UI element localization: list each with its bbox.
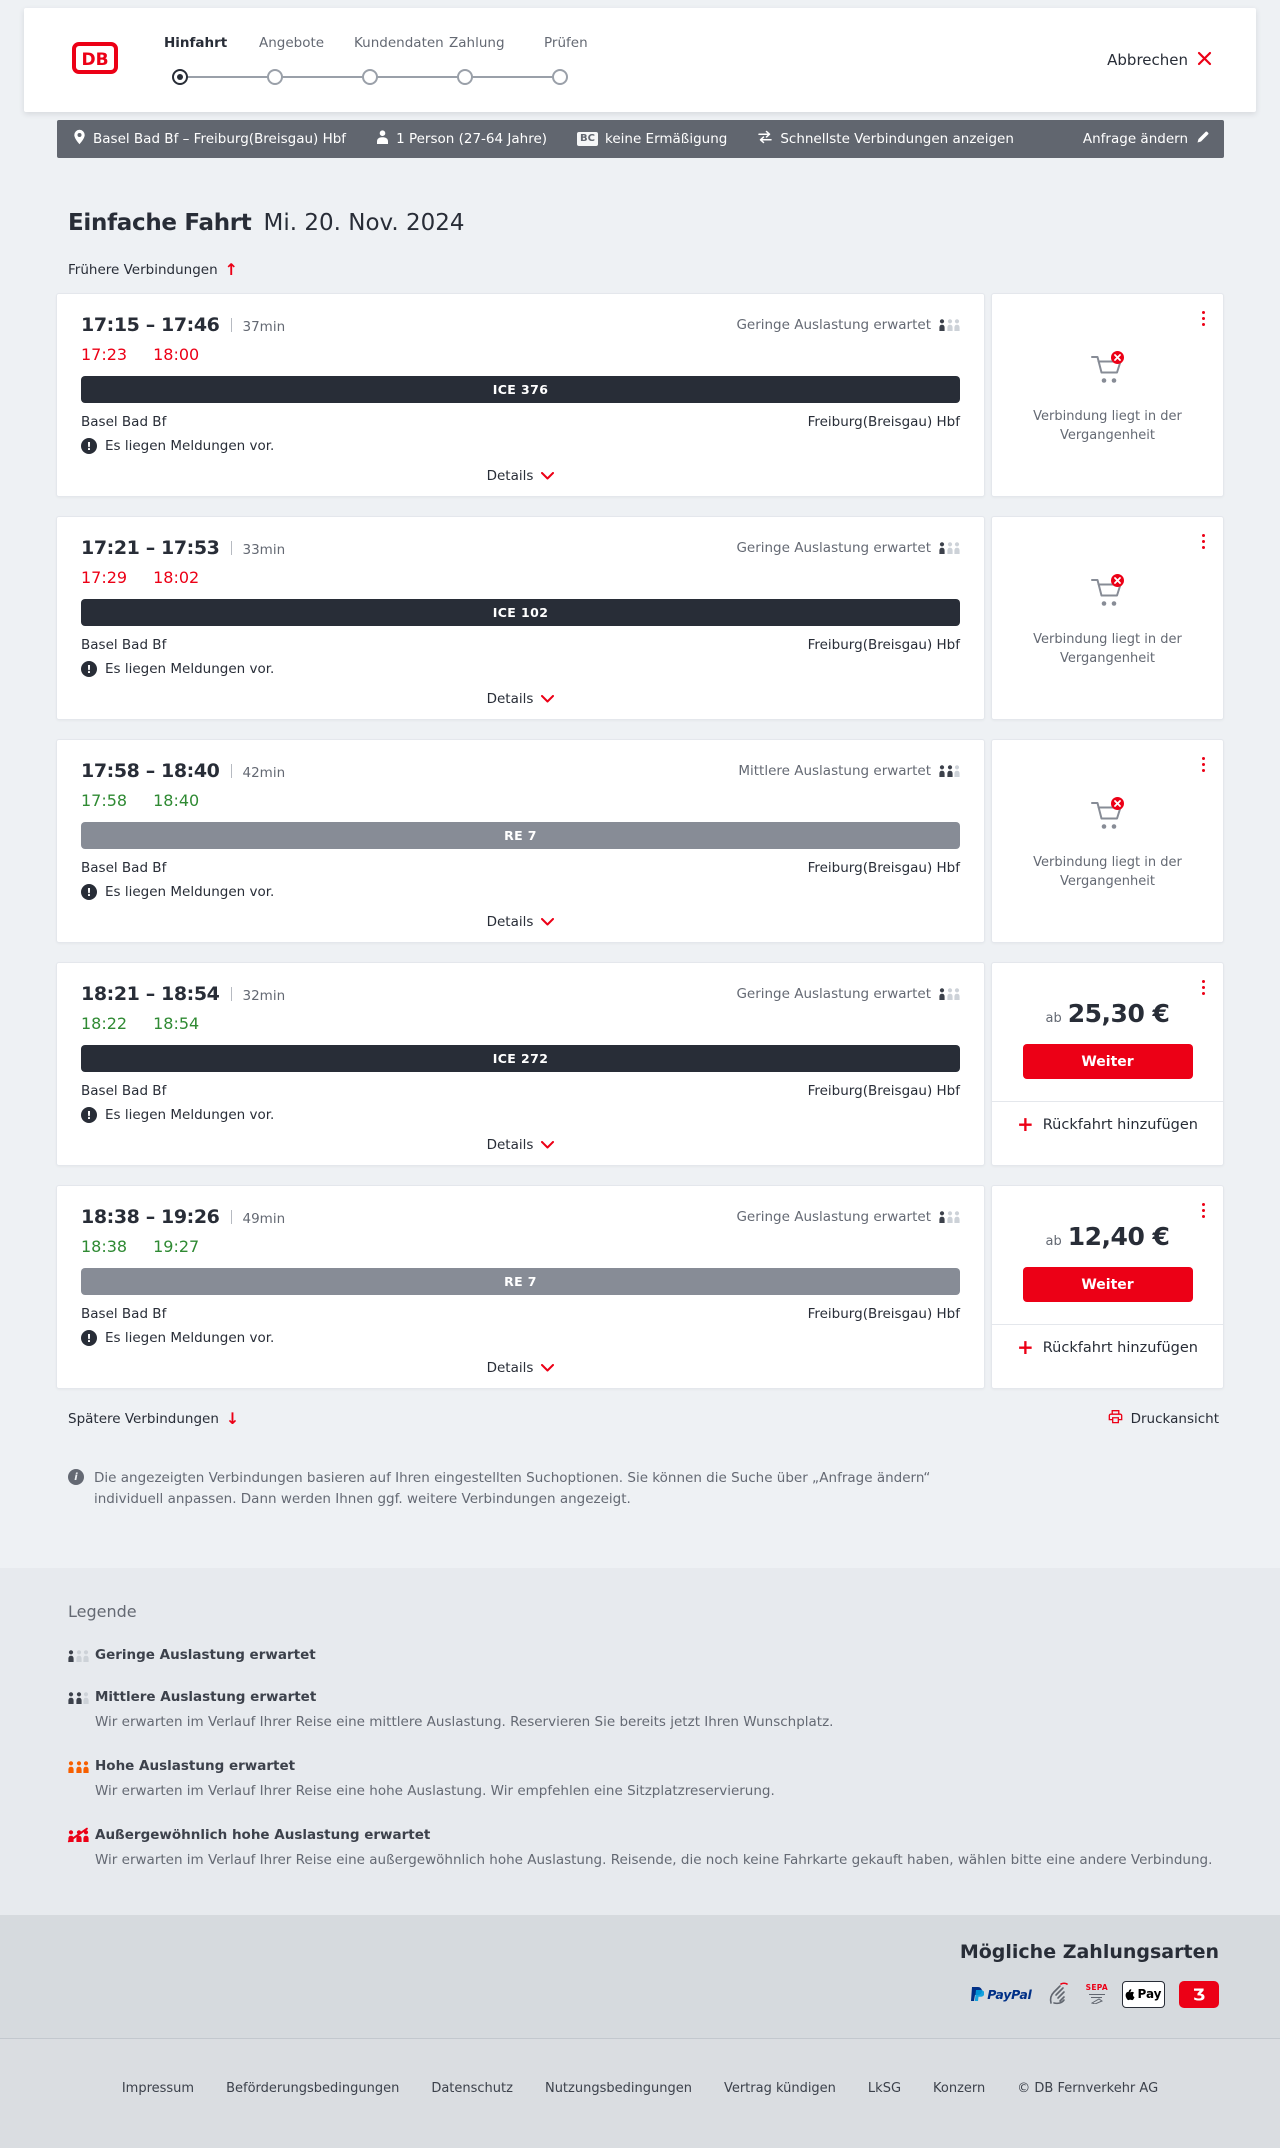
pencil-icon [1196,130,1210,148]
messages-note [81,1107,960,1123]
train-bar[interactable]: RE 7 [81,1268,960,1295]
footer-link[interactable]: Nutzungsbedingungen [544,2080,692,2096]
occupancy-label: Geringe Auslastung erwartet [736,986,931,1002]
later-connections-button[interactable] [68,1408,240,1428]
step-label: Prüfen [544,35,588,51]
occupancy-label: Geringe Auslastung erwartet [736,1209,931,1225]
details-toggle[interactable] [81,1360,960,1376]
legend-list [68,1647,1223,1871]
details-label: Details [486,1360,534,1376]
earlier-connections-label: Frühere Verbindungen [68,262,218,278]
divider [231,541,232,555]
step-prüfen[interactable] [544,35,639,51]
actual-times [81,1237,960,1256]
db-logo-icon [72,42,118,78]
chevron-down-icon [541,468,554,484]
step-dot [267,69,283,85]
actual-times [81,568,960,587]
details-label: Details [486,914,534,930]
occupancy-indicator [738,763,960,779]
print-view-label: Druckansicht [1130,1410,1219,1427]
messages-text: Es liegen Meldungen vor. [105,1330,275,1346]
connection-duration: 32min [242,988,286,1004]
legend-item-description: Wir erwarten im Verlauf Ihrer Reise eine hohe Auslastung. Wir empfehlen eine Sitzplatzreservierung. [95,1783,775,1800]
messages-text: Es liegen Meldungen vor. [105,1107,275,1123]
past-connection-note [992,517,1223,719]
connection-side-panel [992,517,1223,719]
print-view-button[interactable] [1108,1409,1219,1428]
divider [231,1210,232,1224]
connection-duration: 33min [242,542,286,558]
connection-time-range: 17:58 – 18:40 [81,760,220,782]
divider [231,318,232,332]
occupancy-indicator [736,540,960,556]
connections-list [57,294,1223,1388]
add-return-trip-button[interactable] [1016,1335,1198,1359]
footer-link[interactable]: Beförderungsbedingungen [226,2080,400,2096]
train-bar[interactable]: RE 7 [81,822,960,849]
step-kundendaten[interactable] [354,35,449,51]
cart-unavailable-icon [1085,794,1131,840]
later-connections-label: Spätere Verbindungen [68,1410,219,1427]
connection-duration: 37min [242,319,286,335]
destination-station: Freiburg(Breisgau) Hbf [807,1306,960,1322]
train-bar[interactable]: ICE 102 [81,599,960,626]
connection-card[interactable] [57,294,984,496]
footer-links [0,2081,1280,2096]
plus-icon: + [1016,1112,1034,1136]
occupancy-icon [68,1761,89,1773]
actual-arrival-time: 18:00 [153,345,200,364]
occupancy-label: Mittlere Auslastung erwartet [738,763,931,779]
connection-row [57,1186,1223,1388]
origin-station: Basel Bad Bf [81,1083,167,1099]
trip-date: Mi. 20. Nov. 2024 [263,210,465,236]
discount-summary [577,131,727,147]
actual-departure-time: 17:29 [81,568,128,587]
actual-times [81,1014,960,1033]
payment-methods-section [0,1915,1280,2038]
price-value: 25,30 € [1067,999,1170,1028]
trip-type-title: Einfache Fahrt [68,210,252,236]
details-toggle[interactable] [81,468,960,484]
occupancy-indicator [736,1209,960,1225]
connection-time-range: 18:38 – 19:26 [81,1206,220,1228]
connection-card[interactable] [57,517,984,719]
past-connection-note [992,740,1223,942]
apple-pay-icon: Pay [1122,1981,1165,2008]
voucher-icon: Ʒ [1179,1981,1219,2008]
occupancy-icon [939,1211,960,1223]
step-zahlung[interactable] [449,35,544,51]
copyright-text: © DB Fernverkehr AG [1017,2080,1159,2096]
occupancy-icon [939,765,960,777]
divider [992,1101,1223,1102]
results-section [57,210,1223,1510]
price-panel [992,963,1223,1165]
step-hinfahrt[interactable] [164,35,259,51]
hand-payment-icon [1046,1981,1072,2008]
connection-card[interactable] [57,1186,984,1388]
chevron-down-icon [541,914,554,930]
messages-text: Es liegen Meldungen vor. [105,884,275,900]
step-label: Kundendaten [354,35,444,51]
legend-item-label: Hohe Auslastung erwartet [95,1758,296,1775]
continue-button[interactable]: Weiter [1023,1044,1193,1079]
past-connection-note [992,294,1223,496]
occupancy-label: Geringe Auslastung erwartet [736,317,931,333]
destination-station: Freiburg(Breisgau) Hbf [807,1083,960,1099]
past-connection-text: Verbindung liegt in der Vergangenheit [1033,409,1182,443]
train-bar[interactable]: ICE 376 [81,376,960,403]
actual-departure-time: 17:58 [81,791,128,810]
legend-item [68,1689,1223,1732]
legend-item [68,1647,1223,1663]
origin-station: Basel Bad Bf [81,637,167,653]
connection-duration: 42min [242,765,286,781]
discount-text: keine Ermäßigung [605,131,728,147]
sort-arrows-icon [757,130,773,148]
cart-unavailable-icon [1085,348,1131,394]
add-return-trip-label: Rückfahrt hinzufügen [1042,1340,1198,1356]
origin-station: Basel Bad Bf [81,1306,167,1322]
actual-arrival-time: 18:54 [153,1014,200,1033]
info-text: Die angezeigten Verbindungen basieren auf Ihren eingestellten Suchoptionen. Sie können die Suche über „Anfrage ändern“ individuell anpassen. Dann werden Ihnen ggf. weitere Verbindungen angezeigt. [94,1470,931,1507]
arrow-down-icon: ↓ [225,1408,240,1428]
connection-row [57,294,1223,496]
actual-times [81,791,960,810]
sort-text: Schnellste Verbindungen anzeigen [780,131,1014,147]
earlier-connections-button[interactable] [68,262,238,278]
app-header [24,8,1256,112]
train-bar[interactable]: ICE 272 [81,1045,960,1072]
page-title [57,210,1223,236]
price-line [1012,999,1203,1028]
occupancy-indicator [736,317,960,333]
details-toggle[interactable] [81,1137,960,1153]
connection-time-range: 18:21 – 18:54 [81,983,220,1005]
passenger-summary [376,130,547,148]
route-text: Basel Bad Bf – Freiburg(Breisgau) Hbf [93,131,347,147]
footer-link[interactable]: Impressum [121,2080,195,2096]
info-icon [68,1469,84,1485]
occupancy-label: Geringe Auslastung erwartet [736,540,931,556]
warning-icon [81,1330,97,1346]
footer-link[interactable]: LkSG [867,2080,902,2096]
occupancy-indicator [736,986,960,1002]
messages-note [81,661,960,677]
route-summary [73,129,346,149]
details-toggle[interactable] [81,691,960,707]
actual-departure-time: 17:23 [81,345,128,364]
legend-item-description: Wir erwarten im Verlauf Ihrer Reise eine außergewöhnlich hohe Auslastung. Reisende, die noch keine Fahrkarte gekauft haben, wählen bitte eine andere Verbindung. [95,1852,1213,1869]
actual-times [81,345,960,364]
warning-icon [81,884,97,900]
warning-icon [81,661,97,677]
chevron-down-icon [541,1360,554,1376]
step-angebote[interactable] [259,35,354,51]
step-dot [552,69,568,85]
progress-steps [164,35,639,91]
options-menu-button[interactable] [1200,529,1208,554]
step-label: Hinfahrt [164,35,228,51]
messages-text: Es liegen Meldungen vor. [105,438,275,454]
plus-icon: + [1016,1335,1034,1359]
continue-button[interactable]: Weiter [1023,1267,1193,1302]
connection-row [57,963,1223,1165]
details-label: Details [486,1137,534,1153]
legend-item [68,1827,1223,1870]
price-prefix: ab [1045,1011,1062,1026]
messages-note [81,1330,960,1346]
connection-side-panel [992,963,1223,1165]
warning-icon [81,438,97,454]
chevron-down-icon [541,691,554,707]
edit-request-button[interactable] [1083,130,1210,148]
connection-time-range: 17:21 – 17:53 [81,537,220,559]
messages-note [81,884,960,900]
destination-station: Freiburg(Breisgau) Hbf [807,637,960,653]
arrow-up-icon: ↑ [224,260,239,279]
details-toggle[interactable] [81,914,960,930]
past-connection-text: Verbindung liegt in der Vergangenheit [1033,632,1182,666]
connection-card[interactable] [57,740,984,942]
add-return-trip-label: Rückfahrt hinzufügen [1042,1117,1198,1133]
price-line [1012,1222,1203,1251]
price-panel [992,1186,1223,1388]
destination-station: Freiburg(Breisgau) Hbf [807,860,960,876]
occupancy-icon [939,988,960,1000]
step-label: Angebote [259,35,325,51]
details-label: Details [486,468,534,484]
info-note [68,1468,1008,1510]
paypal-icon: PayPal [970,1981,1031,2008]
options-menu-button[interactable] [1200,752,1208,777]
divider [231,987,232,1001]
price-value: 12,40 € [1067,1222,1170,1251]
price-prefix: ab [1045,1234,1062,1249]
legend-title: Legende [68,1601,137,1621]
legend-item-label: Geringe Auslastung erwartet [95,1646,316,1663]
occupancy-icon [68,1650,89,1662]
connection-card[interactable] [57,963,984,1165]
step-dot [362,69,378,85]
origin-station: Basel Bad Bf [81,414,167,430]
sort-summary [757,130,1014,148]
cancel-label: Abbrechen [1107,51,1188,69]
cart-unavailable-icon [1085,571,1131,617]
edit-request-label: Anfrage ändern [1082,131,1188,147]
connection-row [57,740,1223,942]
close-icon [1197,51,1212,70]
connection-duration: 49min [242,1211,286,1227]
footer-link[interactable]: Vertrag kündigen [723,2080,836,2096]
connection-row [57,517,1223,719]
passenger-text: 1 Person (27-64 Jahre) [396,131,548,147]
payment-methods-title: Mögliche Zahlungsarten [959,1940,1219,1963]
query-summary-bar [57,120,1224,158]
options-menu-button[interactable] [1200,1198,1208,1223]
legend-item-description: Wir erwarten im Verlauf Ihrer Reise eine mittlere Auslastung. Reservieren Sie bereits jetzt Ihren Wunschplatz. [95,1713,834,1730]
step-dot [172,69,188,85]
legend-item-label: Mittlere Auslastung erwartet [95,1688,317,1705]
messages-note [81,438,960,454]
person-icon [376,130,389,148]
footer-link[interactable]: Datenschutz [431,2080,513,2096]
svg-text:DB: DB [81,50,109,70]
connection-side-panel [992,1186,1223,1388]
destination-station: Freiburg(Breisgau) Hbf [807,414,960,430]
occupancy-icon [68,1692,89,1704]
add-return-trip-button[interactable] [1016,1112,1198,1136]
connection-time-range: 17:15 – 17:46 [81,314,220,336]
actual-arrival-time: 18:40 [153,791,200,810]
divider [992,1324,1223,1325]
connection-side-panel [992,740,1223,942]
actual-departure-time: 18:38 [81,1237,128,1256]
options-menu-button[interactable] [1200,975,1208,1000]
actual-arrival-time: 18:02 [153,568,200,587]
actual-arrival-time: 19:27 [153,1237,200,1256]
bahncard-badge-icon: BC [577,132,598,146]
options-menu-button[interactable] [1200,306,1208,331]
legend-item [68,1758,1223,1801]
occupancy-icon [939,542,960,554]
legend-item-label: Außergewöhnlich hohe Auslastung erwartet [95,1827,431,1844]
footer [0,2038,1280,2148]
details-label: Details [486,691,534,707]
origin-station: Basel Bad Bf [81,860,167,876]
occupancy-icon [68,1830,89,1842]
step-dot [457,69,473,85]
divider [231,764,232,778]
messages-text: Es liegen Meldungen vor. [105,661,275,677]
connection-side-panel [992,294,1223,496]
warning-icon [81,1107,97,1123]
sepa-mandate-icon: SEPA [1086,1981,1108,2008]
cancel-button[interactable] [1107,51,1212,70]
legend-section [0,1568,1280,1915]
footer-link[interactable]: Konzern [933,2080,986,2096]
step-label: Zahlung [449,35,505,51]
actual-departure-time: 18:22 [81,1014,128,1033]
payment-icons-row [57,1981,1219,2008]
location-pin-icon [73,129,86,149]
past-connection-text: Verbindung liegt in der Vergangenheit [1033,855,1182,889]
chevron-down-icon [541,1137,554,1153]
printer-icon [1108,1409,1123,1428]
occupancy-icon [939,319,960,331]
